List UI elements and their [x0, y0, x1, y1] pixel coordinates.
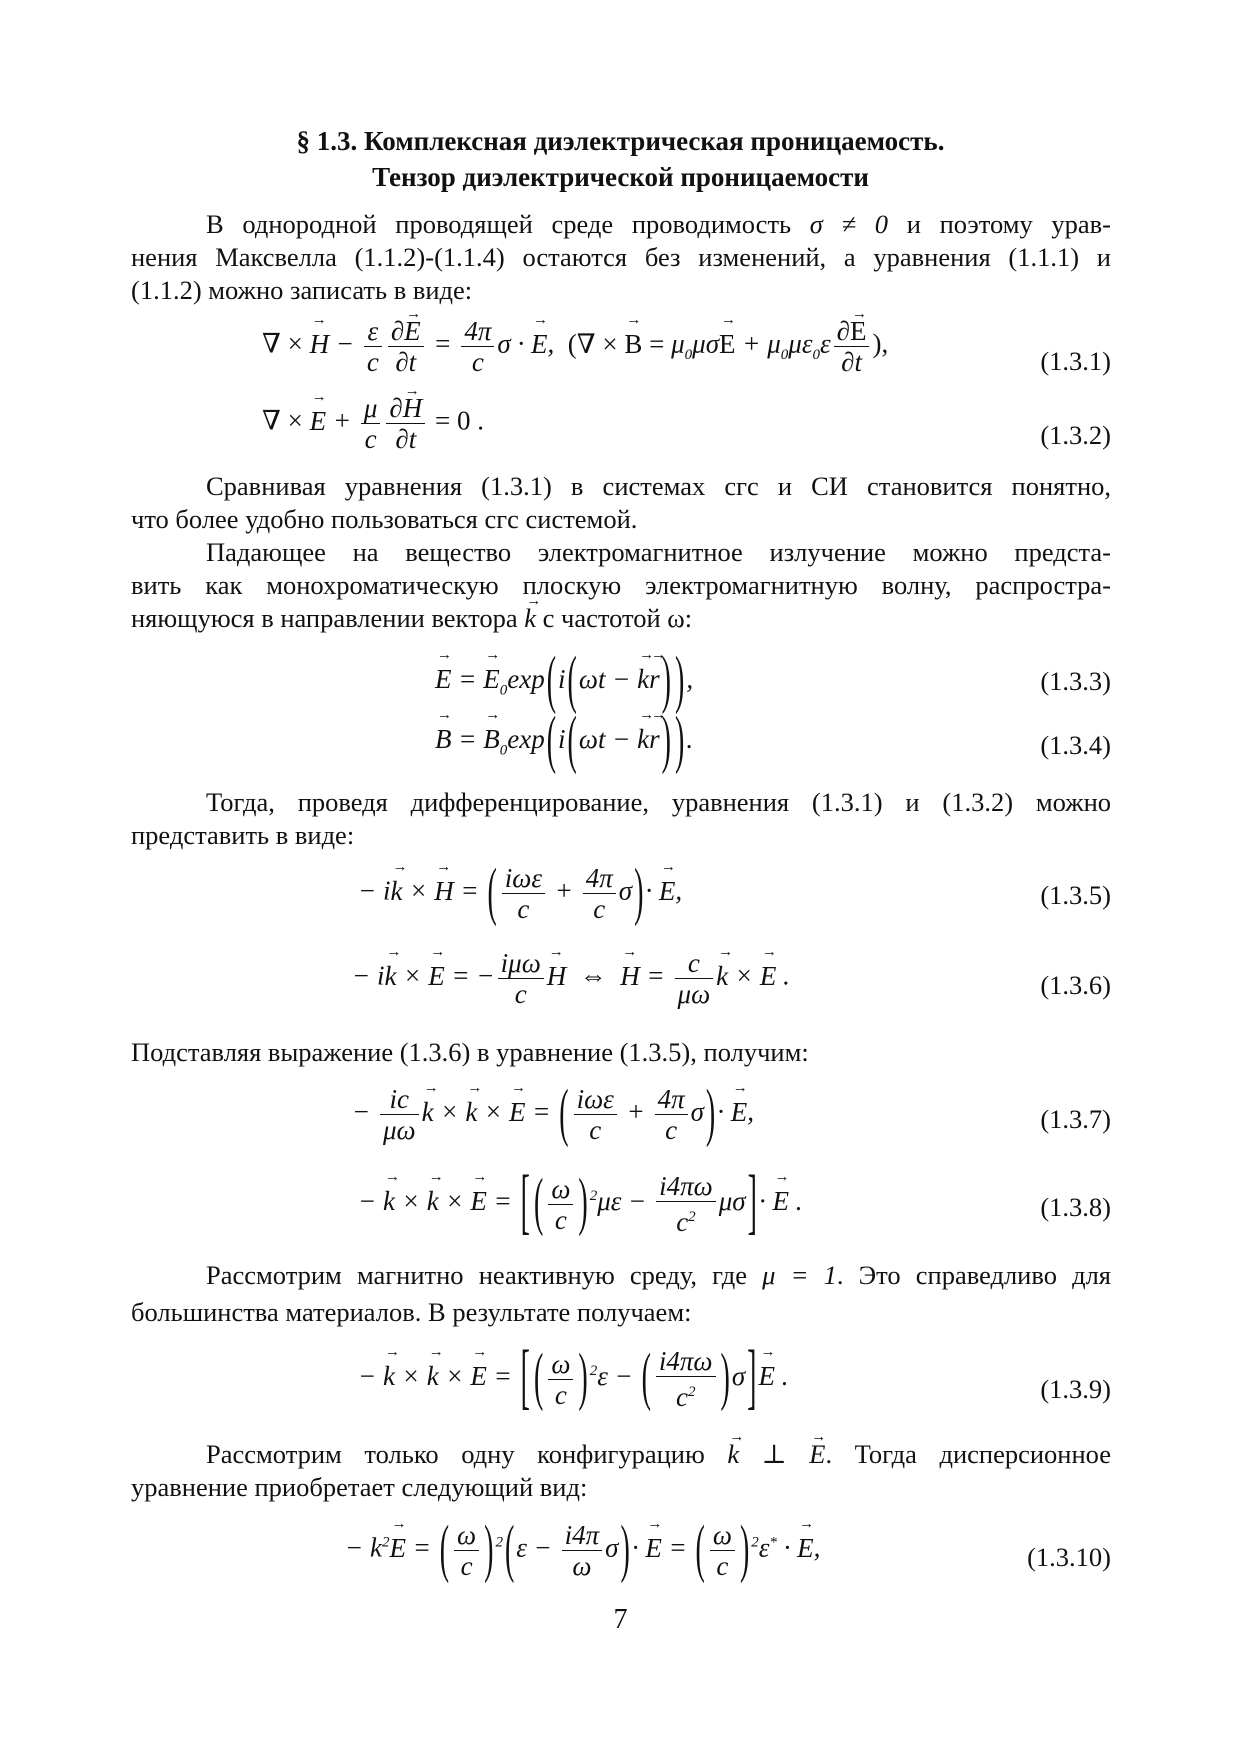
wave-vector-k: → k	[524, 602, 536, 636]
equation-1-3-5: − i→ k × → H = ( $\frac{\text{iωε}}{c}$ + $\frac{4\pi}{c}$ σ)· → E,	[358, 863, 682, 924]
equation-number-1-3-8: (1.3.8)	[1040, 1192, 1111, 1222]
equation-number-1-3-9: (1.3.9)	[1040, 1374, 1111, 1404]
paragraph-4-line-2: представить в виде:	[131, 820, 355, 850]
equation-number-1-3-1: (1.3.1)	[1040, 346, 1111, 376]
paragraph-1-text-b: и поэтому урав-	[906, 209, 1111, 239]
equation-number-1-3-6: (1.3.6)	[1040, 970, 1111, 1000]
sigma-condition: σ ≠ 0	[809, 209, 889, 239]
paragraph-1-line-2: нения Максвелла (1.1.2)-(1.1.4) остаются без изменений, а уравнения (1.1.1) и	[131, 242, 1111, 272]
paragraph-3-line-2: вить как монохроматическую плоскую электромагнитную волну, распростра-	[131, 570, 1111, 600]
equation-1-3-8: − → k × → k × → E = [ ( $\frac{\omega}{c}$ ) $^2$με − $\frac{i4\pi\omega}{c^2}$ μσ]· → E .	[358, 1171, 802, 1237]
equation-1-3-1: ∇ × → H − $\frac{\varepsilon}{c}$ $\frac{\partial\to E}{\partial t}$ = $\frac{4\pi}{c}$ σ · → E, (∇ × → $B = \mu_0\mu\sigma\to E + \mu_0\mu\varepsilon_0\varepsilon$ $\frac{\partial\to E}{\partial t}$ ),	[262, 316, 888, 377]
equation-1-3-7: − $\frac{ic}{\mu\omega}$ → k × → k × → E = ( $\frac{\text{iωε}}{c}$ + $\frac{4\pi}{c}$ σ)· → E,	[352, 1084, 754, 1145]
equation-number-1-3-4: (1.3.4)	[1040, 730, 1111, 760]
perpendicular-condition: → k ⊥ → E	[727, 1439, 825, 1469]
equation-number-1-3-3: (1.3.3)	[1040, 666, 1111, 696]
equation-1-3-3: → E = → $E_0\exp(i(\omega t$ − → k→ r) ),	[435, 664, 693, 699]
section-title-line-2: Тензор диэлектрической проницаемости	[372, 162, 869, 192]
section-title-line-1: § 1.3. Комплексная диэлектрическая проницаемость.	[296, 126, 945, 156]
page-number: 7	[613, 1604, 628, 1635]
equation-1-3-10: − $k^2\to E$ = ( $\frac{\omega}{c}$ ) $^2$(ε − $\frac{i4\pi}{\omega}$ σ)· → E = ( $\frac{\omega}{c}$ ) $^2$ε* · → E,	[345, 1520, 820, 1581]
paragraph-6-line-2: большинства материалов. В результате получаем:	[131, 1297, 692, 1327]
paragraph-3-text-a: няющуюся в направлении вектора	[131, 603, 518, 633]
paragraph-7-text-b: . Тогда дисперсионное	[825, 1439, 1112, 1469]
paragraph-1-text-a: В однородной проводящей среде проводимость	[206, 209, 792, 239]
paragraph-7-line-1	[131, 1438, 1111, 1472]
paragraph-5: Подставляя выражение (1.3.6) в уравнение (1.3.5), получим:	[131, 1037, 809, 1067]
paragraph-6-text-b: . Это справедливо для	[836, 1260, 1111, 1290]
paragraph-1-line-3: (1.1.2) можно записать в виде:	[131, 275, 473, 305]
paragraph-3-text-b: с частотой ω:	[542, 603, 693, 633]
paragraph-3-line-3	[131, 602, 1111, 636]
paragraph-7-line-2: уравнение приобретает следующий вид:	[131, 1472, 588, 1502]
paragraph-3-line-1: Падающее на вещество электромагнитное излучение можно предста-	[206, 537, 1111, 567]
paragraph-6-text-a: Рассмотрим магнитно неактивную среду, где	[206, 1260, 747, 1290]
mu-condition: μ = 1	[762, 1260, 837, 1290]
equation-1-3-9: − → k × → k × → E = [ ( $\frac{\omega}{c}$ ) $^2$ε − ( $\frac{i4\pi\omega}{c^2}$ )σ]→ E .	[358, 1346, 788, 1412]
equation-1-3-2: ∇ × → E + $\frac{\mu}{c}$ $\frac{\partial\to H}{\partial t}$ = 0 .	[262, 393, 484, 454]
equation-1-3-6: − i→ k × → E = − $\frac{\text{iμω}}{c}$ → H ⇔ → H = $\frac{c}{\mu\omega}$ → k × → E .	[352, 948, 790, 1009]
paragraph-6-line-1	[131, 1259, 1111, 1293]
equation-1-3-4: → B = → $B_0\exp(i(\omega t$ − → k→ r) ).	[435, 724, 693, 759]
paragraph-7-text-a: Рассмотрим только одну конфигурацию	[206, 1439, 705, 1469]
equation-number-1-3-7: (1.3.7)	[1040, 1104, 1111, 1134]
equation-number-1-3-2: (1.3.2)	[1040, 420, 1111, 450]
paragraph-2-line-1: Сравнивая уравнения (1.3.1) в системах сгс и СИ становится понятно,	[206, 471, 1111, 501]
paragraph-2-line-2: что более удобно пользоваться сгс системой.	[131, 504, 638, 534]
paragraph-1-line-1	[131, 208, 1111, 242]
equation-number-1-3-10: (1.3.10)	[1027, 1542, 1111, 1572]
equation-number-1-3-5: (1.3.5)	[1040, 880, 1111, 910]
paragraph-4-line-1: Тогда, проведя дифференцирование, уравнения (1.3.1) и (1.3.2) можно	[206, 787, 1111, 817]
